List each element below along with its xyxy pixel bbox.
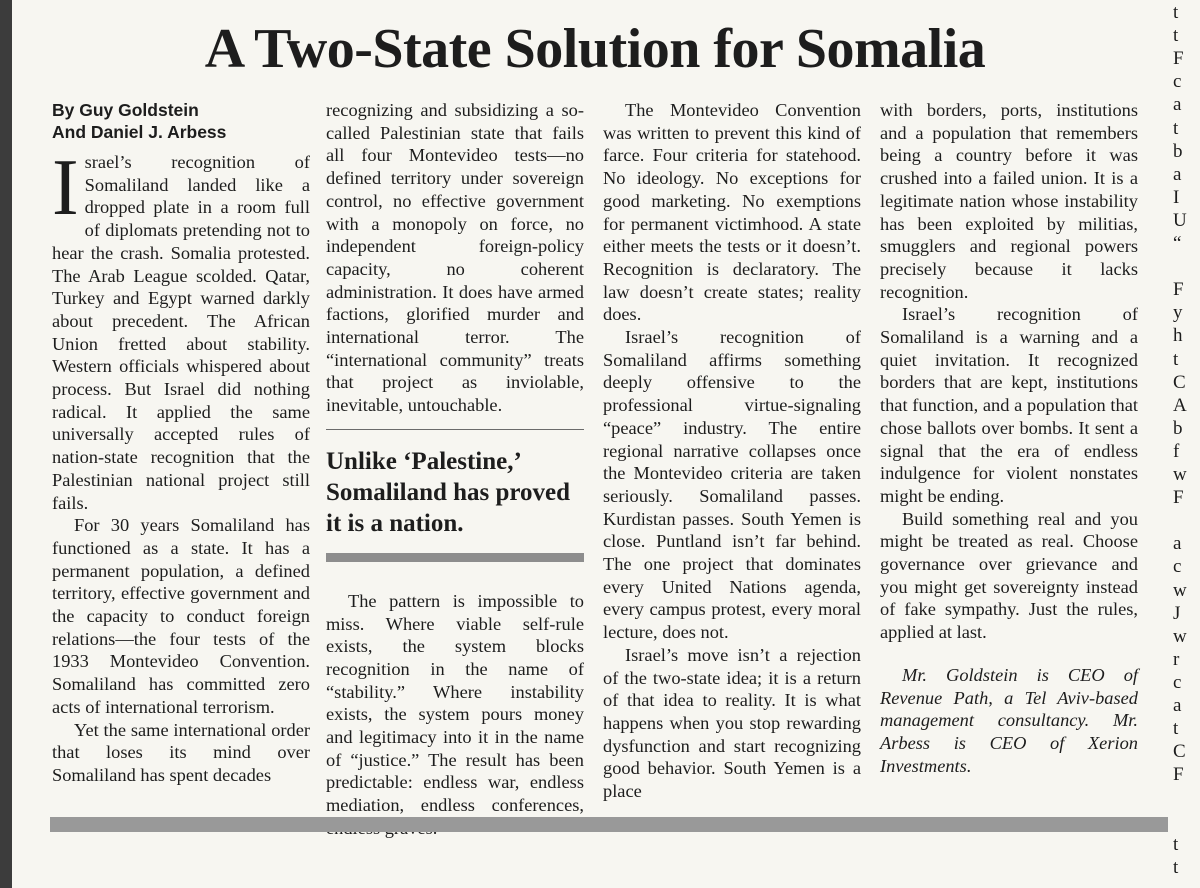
adjacent-article-letter: f <box>1173 440 1180 462</box>
pullquote-rule-bottom <box>326 553 584 562</box>
adjacent-article-letter: a <box>1173 533 1182 555</box>
adjacent-article-letter: F <box>1173 48 1184 70</box>
adjacent-article-letter: t <box>1173 348 1179 370</box>
bottom-rule <box>50 817 1168 832</box>
adjacent-article-letter: t <box>1173 833 1179 855</box>
byline-line-2: And Daniel J. Arbess <box>52 122 227 142</box>
paragraph: The Montevideo Convention was written to prevent this kind of farce. Four criteria for statehood. No ideology. No exceptions for good marketing. No exemptions for permanent victimhood. A state either meets the tests or it doesn’t. Recognition is declaratory. The law doesn’t create states; reality does. <box>603 100 861 325</box>
byline-line-1: By Guy Goldstein <box>52 100 199 120</box>
paragraph: Israel’s recognition of Somaliland is a warning and a quiet invitation. It recognized borders that are kept, institutions that function, and a population that chose ballots over bombs. It sent a signal that the era of endless indulgence for violent nonstates might be ending. <box>880 304 1138 506</box>
adjacent-article-letter: w <box>1173 464 1187 485</box>
adjacent-article-letter: A <box>1173 394 1187 416</box>
pullquote-rule-top <box>326 429 584 430</box>
drop-cap: I <box>52 144 79 232</box>
adjacent-article-letter: b <box>1173 140 1183 162</box>
article-column-4 <box>880 99 1138 777</box>
paragraph-text: srael’s recognition of Somaliland landed like a dropped plate in a room full of diplomats pretending not to hear the crash. Somalia protested. The Arab League scolded. Qatar, Turkey and Egypt warned darkly about precedent. The African Union fretted about stability. Western officials whispered about process. But Israel did nothing radical. It applied the same universally accepted rules of nation-state recognition that the Palestinian national project still fails. <box>52 152 310 513</box>
adjacent-article-letter: F <box>1173 487 1184 509</box>
paragraph: Israel’s recognition of Somaliland affirms something deeply offensive to the professional virtue-signaling “peace” industry. The entire regional narrative collapses once the Montevideo criteria are taken seriously. Somaliland passes. Kurdistan passes. South Yemen is close. Puntland isn’t far behind. The one project that dominates every United Nations agenda, every campus protest, every moral lecture, does not. <box>603 327 861 643</box>
pull-quote: Unlike ‘Palestine,’ Somaliland has proved it is a nation. <box>326 447 571 537</box>
adjacent-article-letter: I <box>1173 186 1180 208</box>
paragraph: The pattern is impossible to miss. Where viable self-rule exists, the system blocks recognition in the name of “stability.” Where instability exists, the system pours money and legitimacy into it in the name of “justice.” The result has been predictable: endless war, endless mediation, endless conferences, <box>326 590 584 816</box>
adjacent-article-letter: b <box>1173 417 1183 439</box>
adjacent-article-letter: a <box>1173 695 1182 716</box>
adjacent-article-letter: t <box>1173 718 1179 740</box>
byline <box>52 99 310 143</box>
adjacent-article-letter: F <box>1173 279 1184 301</box>
article-column-2 <box>326 99 584 840</box>
adjacent-article-letter: w <box>1173 579 1187 601</box>
author-bio: Mr. Goldstein is CEO of Revenue Path, a Tel Aviv-based management consultancy. Mr. Arbess is CEO of Xerion Investments. <box>880 664 1138 776</box>
adjacent-article-letter: w <box>1173 625 1187 647</box>
adjacent-article-letter: h <box>1173 325 1183 347</box>
adjacent-article-strip <box>1168 0 1200 888</box>
adjacent-article-letter: F <box>1173 764 1184 786</box>
adjacent-article-letter: c <box>1173 671 1182 693</box>
adjacent-article-letter: c <box>1173 556 1182 578</box>
adjacent-article-letter: y <box>1173 302 1183 324</box>
adjacent-article-letter: a <box>1173 94 1182 116</box>
adjacent-article-letter: C <box>1173 741 1186 763</box>
headline: A Two-State Solution for Somalia <box>204 18 986 80</box>
adjacent-article-letter: J <box>1173 602 1181 624</box>
adjacent-article-letter: t <box>1173 117 1179 139</box>
adjacent-article-letter: U <box>1173 209 1187 231</box>
paragraph: with borders, ports, institutions and a population that remembers being a country before it was crushed into a failed union. It is a legitimate nation whose instability has been exploited by militias, smugglers and regional powers precisely because it lacks recognition. <box>880 100 1138 302</box>
paragraph: Israel’s move isn’t a rejection of the two-state idea; it is a return of that idea to reality. It is what happens when you stop rewarding dysfunction and start recognizing good behavior. South Yemen is a place <box>603 644 861 802</box>
adjacent-article-letter: t <box>1173 25 1179 47</box>
adjacent-article-letter: c <box>1173 71 1182 93</box>
paragraph: Yet the same international order that loses its mind over Somaliland has spent decades <box>52 719 310 785</box>
adjacent-article-letter: a <box>1173 163 1182 185</box>
adjacent-article-letter: “ <box>1173 233 1182 254</box>
adjacent-article-letter: t <box>1173 2 1179 23</box>
paragraph: For 30 years Somaliland has functioned as a state. It has a permanent population, a defined territory, effective government and the capacity to conduct foreign relations—the four tests of the 1933 Montevideo Convention. Somaliland has committed zero acts of international terrorism. <box>52 515 310 717</box>
adjacent-article-letter: t <box>1173 856 1179 878</box>
adjacent-article-letter: r <box>1173 648 1180 670</box>
article-column-1 <box>52 99 310 787</box>
paragraph: Build something real and you might be treated as real. Choose governance over grievance and you might get sovereignty instead of fake sympathy. Just the rules, applied at last. <box>880 508 1138 643</box>
page-edge-left <box>0 0 12 888</box>
adjacent-article-letter: C <box>1173 371 1186 393</box>
paragraph: recognizing and subsidizing a so-called Palestinian state that fails all four Montevideo tests—no defined territory under sovereign control, no effective government with a monopoly on force, no independent foreign-policy capacity, no coherent administration. It does have armed factions, glorified murder and international terror. The “international community” treats that project as inviolable, inevitable, untouchable. <box>326 100 584 416</box>
article-column-3 <box>603 99 861 803</box>
paragraph <box>52 144 310 514</box>
